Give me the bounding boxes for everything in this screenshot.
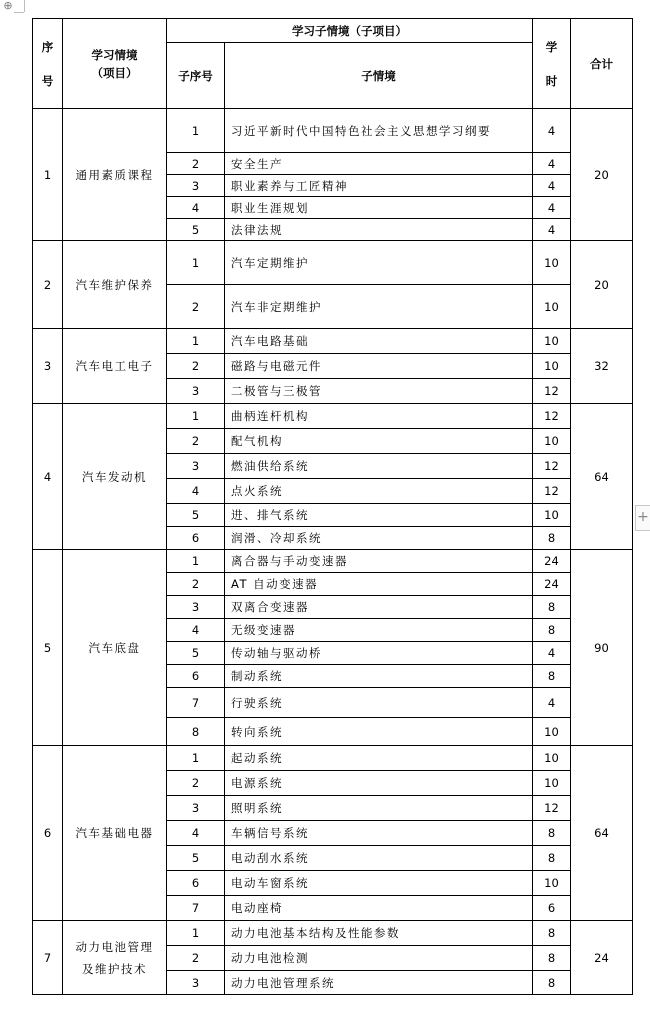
table-row	[33, 241, 633, 285]
hours-cell: 4	[533, 153, 571, 175]
group-seq-cell: 1	[33, 109, 63, 241]
sub-name-cell: 照明系统	[225, 796, 533, 821]
table-row	[33, 109, 633, 153]
sub-no-cell: 7	[167, 896, 225, 921]
hours-cell: 6	[533, 896, 571, 921]
sub-no-cell: 2	[167, 429, 225, 454]
group-project-line: 汽车底盘	[88, 640, 141, 655]
sub-name-cell: 曲柄连杆机构	[225, 404, 533, 429]
sub-no-cell: 4	[167, 619, 225, 642]
sub-name-cell: 配气机构	[225, 429, 533, 454]
header-total: 合计	[571, 19, 633, 109]
header-sub-name: 子情境	[225, 43, 533, 109]
sub-no-cell: 3	[167, 175, 225, 197]
sub-no-cell: 6	[167, 665, 225, 688]
header-seq	[33, 19, 63, 109]
header-sub-no: 子序号	[167, 43, 225, 109]
group-project-line: 汽车维护保养	[75, 277, 154, 292]
header-row	[33, 19, 633, 43]
sub-name-cell: 制动系统	[225, 665, 533, 688]
sub-name-cell: 电动刮水系统	[225, 846, 533, 871]
sub-no-cell: 8	[167, 718, 225, 746]
sub-no-cell: 2	[167, 354, 225, 379]
sub-no-cell: 7	[167, 688, 225, 718]
sub-no-cell: 2	[167, 771, 225, 796]
group-project-cell	[63, 921, 167, 995]
sub-no-cell: 2	[167, 946, 225, 971]
sub-name-cell: 双离合变速器	[225, 596, 533, 619]
sub-name-cell: 电动座椅	[225, 896, 533, 921]
sub-name-cell: 电动车窗系统	[225, 871, 533, 896]
hours-cell: 8	[533, 665, 571, 688]
hours-cell: 10	[533, 241, 571, 285]
sub-no-cell: 6	[167, 871, 225, 896]
group-total-cell: 20	[571, 241, 633, 329]
hours-cell: 4	[533, 688, 571, 718]
table-row	[33, 746, 633, 771]
hours-cell: 10	[533, 746, 571, 771]
group-project-line: 及维护技术	[82, 961, 147, 976]
sub-name-cell: AT 自动变速器	[225, 573, 533, 596]
group-project-line: 汽车基础电器	[75, 826, 154, 840]
sub-no-cell: 1	[167, 746, 225, 771]
sub-no-cell: 1	[167, 404, 225, 429]
table-body	[33, 19, 633, 995]
header-hours-line-2: 时	[545, 73, 558, 88]
group-project-cell	[63, 550, 167, 746]
header-project-line-1: 学习情境	[91, 47, 138, 62]
group-project-cell	[63, 746, 167, 921]
header-project	[63, 19, 167, 109]
hours-cell: 10	[533, 871, 571, 896]
sub-no-cell: 5	[167, 642, 225, 665]
sub-name-cell: 离合器与手动变速器	[225, 550, 533, 573]
table-move-handle-icon[interactable]: ⊕	[3, 0, 13, 12]
group-total-cell: 20	[571, 109, 633, 241]
sub-no-cell: 5	[167, 219, 225, 241]
hours-cell: 12	[533, 454, 571, 479]
hours-cell: 8	[533, 596, 571, 619]
header-project-line-2: （项目）	[91, 65, 138, 80]
sub-no-cell: 2	[167, 285, 225, 329]
hours-cell: 8	[533, 619, 571, 642]
table-row	[33, 921, 633, 946]
header-sub-group: 学习子情境（子项目）	[167, 19, 533, 43]
group-total-cell: 32	[571, 329, 633, 404]
hours-cell: 4	[533, 109, 571, 153]
hours-cell: 10	[533, 771, 571, 796]
sub-name-cell: 点火系统	[225, 479, 533, 504]
group-project-cell	[63, 404, 167, 550]
sub-no-cell: 4	[167, 479, 225, 504]
sub-name-cell: 法律法规	[225, 219, 533, 241]
hours-cell: 12	[533, 796, 571, 821]
hours-cell: 4	[533, 219, 571, 241]
header-hours-line-1: 学	[545, 39, 558, 54]
group-project-line: 动力电池管理	[75, 939, 154, 954]
sub-no-cell: 1	[167, 109, 225, 153]
sub-no-cell: 3	[167, 796, 225, 821]
group-seq-cell: 7	[33, 921, 63, 995]
group-seq-cell: 3	[33, 329, 63, 404]
group-project-cell	[63, 109, 167, 241]
sub-name-cell: 汽车非定期维护	[225, 285, 533, 329]
sub-name-cell: 汽车电路基础	[225, 329, 533, 354]
table-row	[33, 329, 633, 354]
table-row	[33, 550, 633, 573]
hours-cell: 24	[533, 573, 571, 596]
sub-name-cell: 安全生产	[225, 153, 533, 175]
sub-name-cell: 进、排气系统	[225, 504, 533, 527]
hours-cell: 10	[533, 285, 571, 329]
sub-no-cell: 1	[167, 550, 225, 573]
sub-name-cell: 燃油供给系统	[225, 454, 533, 479]
hours-cell: 8	[533, 921, 571, 946]
sub-no-cell: 1	[167, 329, 225, 354]
sub-no-cell: 4	[167, 821, 225, 846]
sub-no-cell: 3	[167, 379, 225, 404]
sub-name-cell: 起动系统	[225, 746, 533, 771]
sub-name-cell: 磁路与电磁元件	[225, 354, 533, 379]
hours-cell: 8	[533, 821, 571, 846]
group-seq-cell: 6	[33, 746, 63, 921]
sub-name-cell: 职业素养与工匠精神	[225, 175, 533, 197]
sub-no-cell: 3	[167, 971, 225, 995]
sub-name-cell: 习近平新时代中国特色社会主义思想学习纲要	[225, 109, 533, 153]
hours-cell: 12	[533, 479, 571, 504]
group-project-line: 汽车发动机	[82, 469, 147, 484]
hours-cell: 12	[533, 379, 571, 404]
group-total-cell: 64	[571, 746, 633, 921]
margin-marker	[14, 12, 24, 13]
group-project-line: 汽车电工电子	[75, 359, 154, 373]
sub-name-cell: 行驶系统	[225, 688, 533, 718]
sub-no-cell: 3	[167, 596, 225, 619]
sub-no-cell: 3	[167, 454, 225, 479]
group-project-cell	[63, 329, 167, 404]
sub-name-cell: 转向系统	[225, 718, 533, 746]
sub-no-cell: 5	[167, 846, 225, 871]
hours-cell: 8	[533, 846, 571, 871]
sub-name-cell: 动力电池检测	[225, 946, 533, 971]
sub-no-cell: 2	[167, 153, 225, 175]
group-seq-cell: 4	[33, 404, 63, 550]
group-total-cell: 24	[571, 921, 633, 995]
group-project-line: 通用素质课程	[75, 167, 154, 182]
hours-cell: 10	[533, 329, 571, 354]
sub-name-cell: 汽车定期维护	[225, 241, 533, 285]
hours-cell: 8	[533, 946, 571, 971]
hours-cell: 10	[533, 354, 571, 379]
group-total-cell: 90	[571, 550, 633, 746]
hours-cell: 24	[533, 550, 571, 573]
sub-no-cell: 4	[167, 197, 225, 219]
hours-cell: 8	[533, 527, 571, 550]
hours-cell: 4	[533, 197, 571, 219]
group-seq-cell: 2	[33, 241, 63, 329]
hours-cell: 4	[533, 642, 571, 665]
sub-no-cell: 5	[167, 504, 225, 527]
group-seq-cell: 5	[33, 550, 63, 746]
group-project-cell	[63, 241, 167, 329]
sub-name-cell: 传动轴与驱动桥	[225, 642, 533, 665]
sub-name-cell: 动力电池基本结构及性能参数	[225, 921, 533, 946]
hours-cell: 8	[533, 971, 571, 995]
sub-name-cell: 无级变速器	[225, 619, 533, 642]
header-seq-line-2: 号	[41, 73, 54, 88]
sub-no-cell: 6	[167, 527, 225, 550]
add-column-button[interactable]: +	[635, 505, 650, 531]
sub-name-cell: 电源系统	[225, 771, 533, 796]
sub-no-cell: 1	[167, 241, 225, 285]
hours-cell: 10	[533, 718, 571, 746]
sub-name-cell: 车辆信号系统	[225, 821, 533, 846]
hours-cell: 10	[533, 504, 571, 527]
sub-name-cell: 润滑、冷却系统	[225, 527, 533, 550]
hours-cell: 12	[533, 404, 571, 429]
hours-cell: 10	[533, 429, 571, 454]
course-schedule-table	[32, 18, 633, 995]
margin-marker	[24, 0, 25, 12]
sub-name-cell: 动力电池管理系统	[225, 971, 533, 995]
sub-no-cell: 1	[167, 921, 225, 946]
sub-name-cell: 二极管与三极管	[225, 379, 533, 404]
hours-cell: 4	[533, 175, 571, 197]
header-seq-line-1: 序	[41, 39, 54, 54]
header-hours	[533, 19, 571, 109]
sub-no-cell: 2	[167, 573, 225, 596]
group-total-cell: 64	[571, 404, 633, 550]
sub-name-cell: 职业生涯规划	[225, 197, 533, 219]
table-row	[33, 404, 633, 429]
